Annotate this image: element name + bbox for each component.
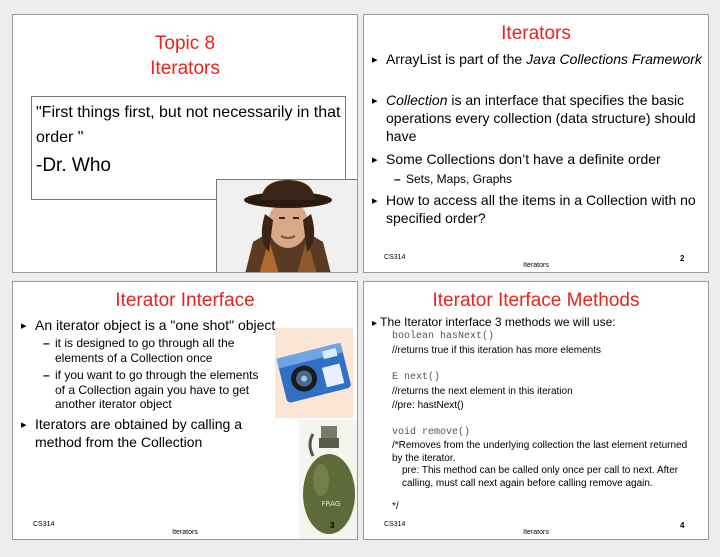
slide-4-title: Iterator Iterface Methods — [432, 290, 640, 311]
slide-2 — [363, 14, 709, 273]
method-remove: void remove() — [392, 427, 471, 438]
comment-remove-end: */ — [392, 501, 399, 512]
slide-4 — [363, 281, 709, 540]
bullet-arrow-icon: ▸ — [372, 154, 378, 166]
sub-bullet-text: Sets, Maps, Graphs — [406, 172, 513, 186]
slide-3-title: Iterator Interface — [115, 290, 255, 311]
comment-next: //returns the next element in this iteration — [392, 386, 573, 397]
slide-1 — [12, 14, 358, 273]
bullet-arrow-icon: ▸ — [372, 95, 378, 107]
footer-course: CS314 — [384, 254, 406, 261]
method-hasnext: boolean hasNext() — [392, 331, 495, 342]
comment-remove-pre: pre: This method can be called only once per call to next. After calling, must call next again before calling remove again. — [402, 465, 679, 489]
comment-next-pre: //pre: hastNext() — [392, 400, 464, 411]
footer-title: Iterators — [523, 529, 549, 536]
slide-1-title: Iterators — [150, 58, 220, 79]
bullet-2 — [372, 91, 702, 145]
footer-course: CS314 — [384, 521, 406, 528]
bullet-2-emphasis: Collection — [386, 92, 448, 108]
bullet-4-text: How to access all the items in a Collection with no specified order? — [386, 192, 696, 226]
quote-text: "First things first, but not necessarily in that order " — [36, 104, 341, 146]
slide-3 — [12, 281, 358, 540]
bullet-arrow-icon: ▸ — [372, 318, 378, 329]
dr-who-photo — [216, 179, 358, 273]
sub-bullet-2-text: if you want to go through the elements of a Collection again you have to get another iterator object — [55, 368, 259, 411]
comment-remove — [382, 440, 697, 465]
comment-hasnext: //returns true if this iteration has more elements — [392, 345, 601, 356]
bullet-1-text: The Iterator interface 3 methods we will use: — [380, 315, 616, 329]
bullet-1-text: ArrayList is part of the — [386, 51, 527, 67]
bullet-3 — [372, 150, 702, 168]
sub-bullet-1-text: it is designed to go through all the elements of a Collection once — [55, 336, 235, 365]
sub-bullet-1: – it is designed to go through all the elements of a Collection once — [43, 336, 258, 365]
topic-label: Topic 8 — [154, 33, 216, 54]
page-number: 4 — [680, 521, 685, 530]
slide-2-title: Iterators — [501, 23, 571, 44]
bullet-arrow-icon: ▸ — [372, 195, 378, 207]
bullet-2-text: is an interface that specifies the basic operations every collection (data structure) should have — [386, 92, 696, 144]
bullet-arrow-icon: ▸ — [372, 54, 378, 66]
bullet-4 — [372, 191, 702, 227]
bullet-1-emphasis: Java Collections Framework — [526, 51, 702, 67]
bullet-2 — [21, 415, 271, 451]
footer-title: Iterators — [523, 262, 549, 269]
quote-author: -Dr. Who — [36, 155, 111, 176]
sub-bullet-2: – if you want to go through the elements of a Collection again you have to get another iterator object — [43, 368, 268, 412]
footer-course: CS314 — [33, 521, 55, 528]
grenade-label: FRAG — [321, 500, 341, 508]
page-number: 2 — [680, 254, 685, 263]
bullet-1 — [372, 50, 702, 68]
footer-title: Iterators — [172, 529, 198, 536]
grenade-image — [299, 420, 358, 540]
bullet-arrow-icon: ▸ — [21, 320, 27, 332]
method-next: E next() — [392, 372, 441, 383]
comment-remove-text: /*Removes from the underlying collection the last element returned by the iterator. — [392, 440, 688, 464]
bullet-arrow-icon: ▸ — [21, 419, 27, 431]
bullet-3-text: Some Collections don’t have a definite order — [386, 151, 661, 167]
page-number: 3 — [330, 521, 335, 530]
camera-image — [275, 328, 353, 418]
bullet-1-text: An iterator object is a "one shot" object — [35, 317, 276, 333]
bullet-1 — [372, 315, 702, 331]
sub-bullet: – Sets, Maps, Graphs — [394, 172, 694, 187]
bullet-2-text: Iterators are obtained by calling a method from the Collection — [35, 416, 243, 450]
